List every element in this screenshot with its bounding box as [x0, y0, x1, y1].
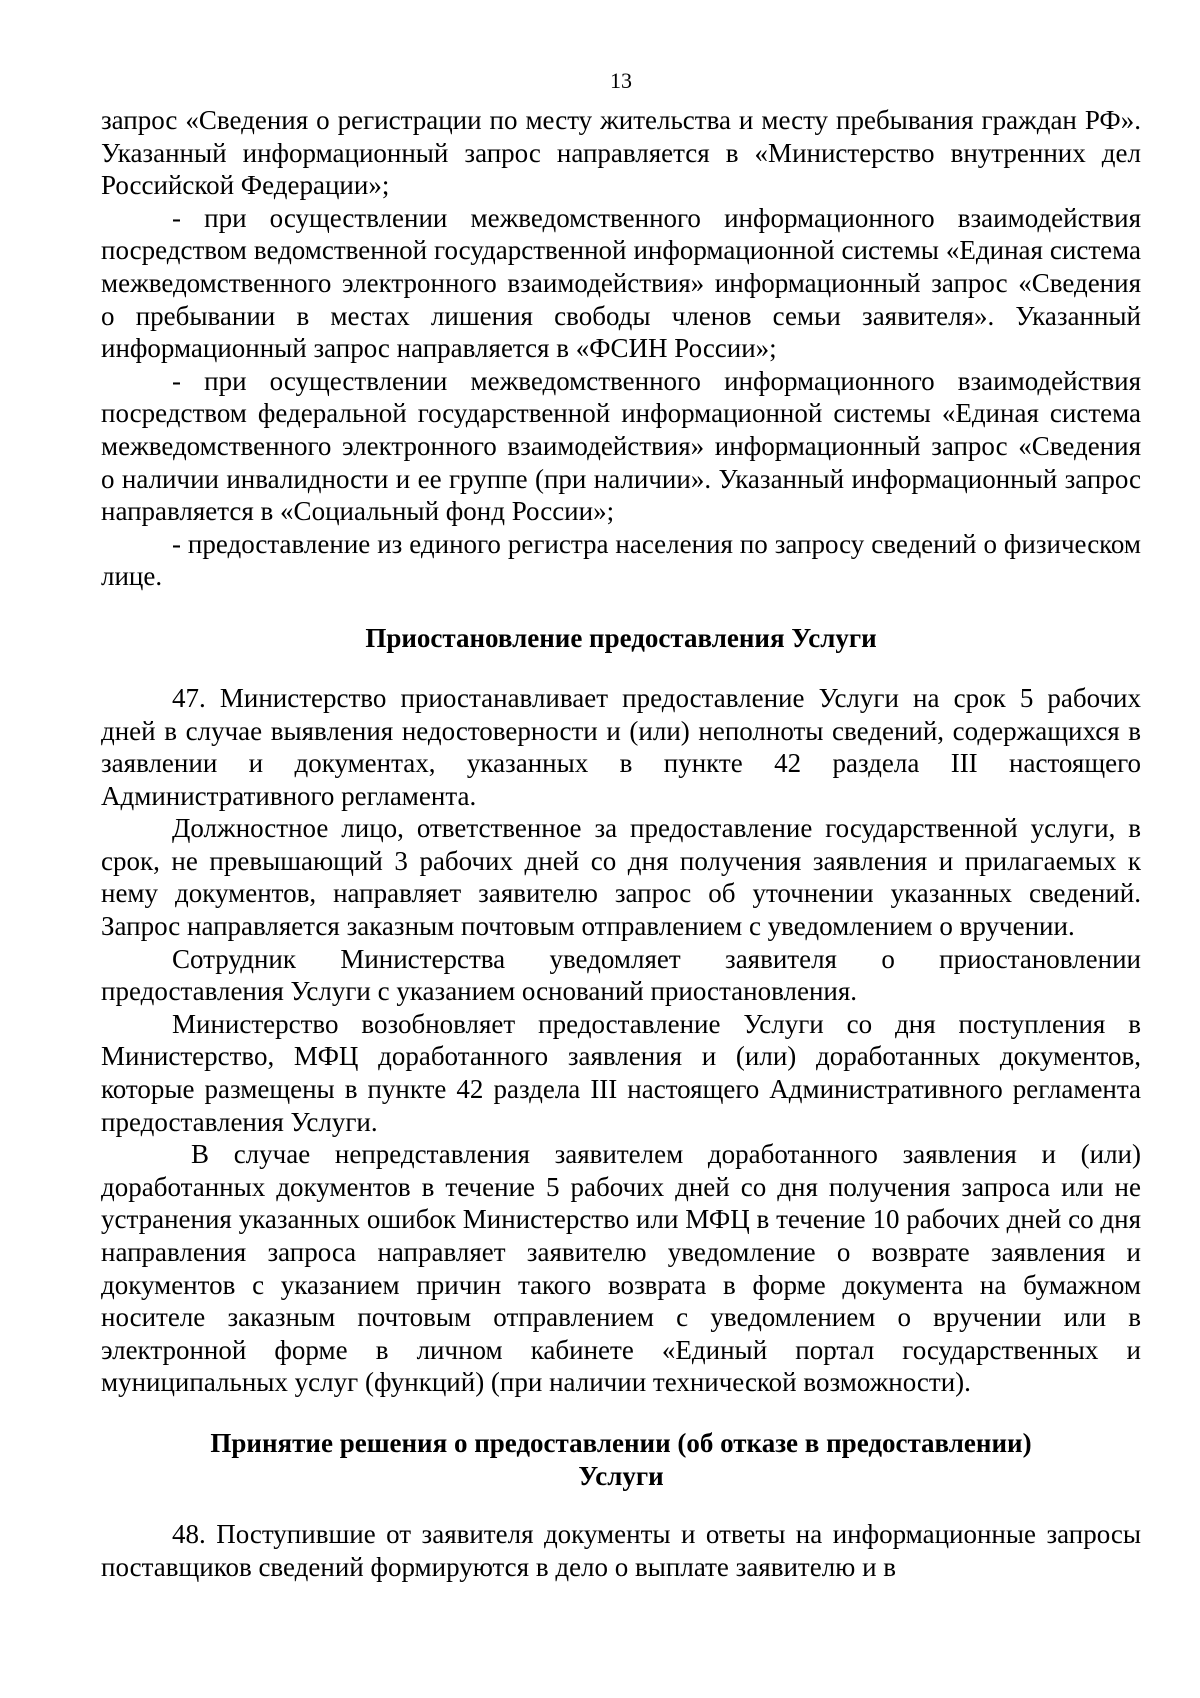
paragraph-official-request: Должностное лицо, ответственное за предоставление государственной услуги, в срок, не превышающий 3 рабочих дней со дня получения заявления и прилагаемых к нему документов, направляет заявителю запрос об уточнении указанных сведений. Запрос направляется заказным почтовым отправлением с уведомлением о вручении.: [101, 813, 1141, 942]
section-heading-decision-line1: Принятие решения о предоставлении (об отказе в предоставлении): [210, 1427, 1032, 1458]
paragraph-return-of-documents: В случае непредставления заявителем доработанного заявления и (или) доработанных документов в течение 5 рабочих дней со дня получения запроса или не устранения указанных ошибок Министерство или МФЦ в течение 10 рабочих дней со дня направления запроса направляет заявителю уведомление о возврате заявления и документов с указанием причин такого возврата в форме документа на бумажном носителе заказным почтовым отправлением с уведомлением о вручении или в электронной форме в личном кабинете «Единый портал государственных и муниципальных услуг (функций) (при наличии технической возможности).: [101, 1139, 1141, 1398]
document-page: [101, 66, 1141, 1583]
section-heading-decision-line2: Услуги: [578, 1460, 664, 1491]
paragraph-population-register: - предоставление из единого регистра населения по запросу сведений о физическом лице.: [101, 528, 1141, 592]
paragraph-continuation-registration-request: запрос «Сведения о регистрации по месту жительства и месту пребывания граждан РФ». Указанный информационный запрос направляется в «Министерство внутренних дел Российской Федерации»;: [101, 105, 1141, 201]
page-number: 13: [610, 68, 632, 93]
section-heading-decision: [101, 1427, 1141, 1493]
paragraph-resumption: Министерство возобновляет предоставление Услуги со дня поступления в Министерство, МФЦ доработанного заявления и (или) доработанных документов, которые размещены в пункте 42 раздела III настоящего Административного регламента предоставления Услуги.: [101, 1008, 1141, 1137]
paragraph-48-case-formation: 48. Поступившие от заявителя документы и ответы на информационные запросы поставщиков сведений формируются в дело о выплате заявителю и в: [101, 1518, 1141, 1582]
paragraph-47-suspension: 47. Министерство приостанавливает предоставление Услуги на срок 5 рабочих дней в случае выявления недостоверности и (или) неполноты сведений, содержащихся в заявлении и документах, указанных в пункте 42 раздела III настоящего Административного регламента.: [101, 682, 1141, 811]
paragraph-fsin-request: - при осуществлении межведомственного информационного взаимодействия посредством ведомственной государственной информационной системы «Единая система межведомственного электронного взаимодействия» информационный запрос «Сведения о пребывании в местах лишения свободы членов семьи заявителя». Указанный информационный запрос направляется в «ФСИН России»;: [101, 202, 1141, 364]
section-heading-suspension: Приостановление предоставления Услуги: [365, 622, 877, 653]
paragraph-employee-notification: Сотрудник Министерства уведомляет заявителя о приостановлении предоставления Услуги с указанием оснований приостановления.: [101, 943, 1141, 1007]
paragraph-disability-request: - при осуществлении межведомственного информационного взаимодействия посредством федеральной государственной информационной системы «Единая система межведомственного электронного взаимодействия» информационный запрос «Сведения о наличии инвалидности и ее группе (при наличии». Указанный информационный запрос направляется в «Социальный фонд России»;: [101, 365, 1141, 527]
